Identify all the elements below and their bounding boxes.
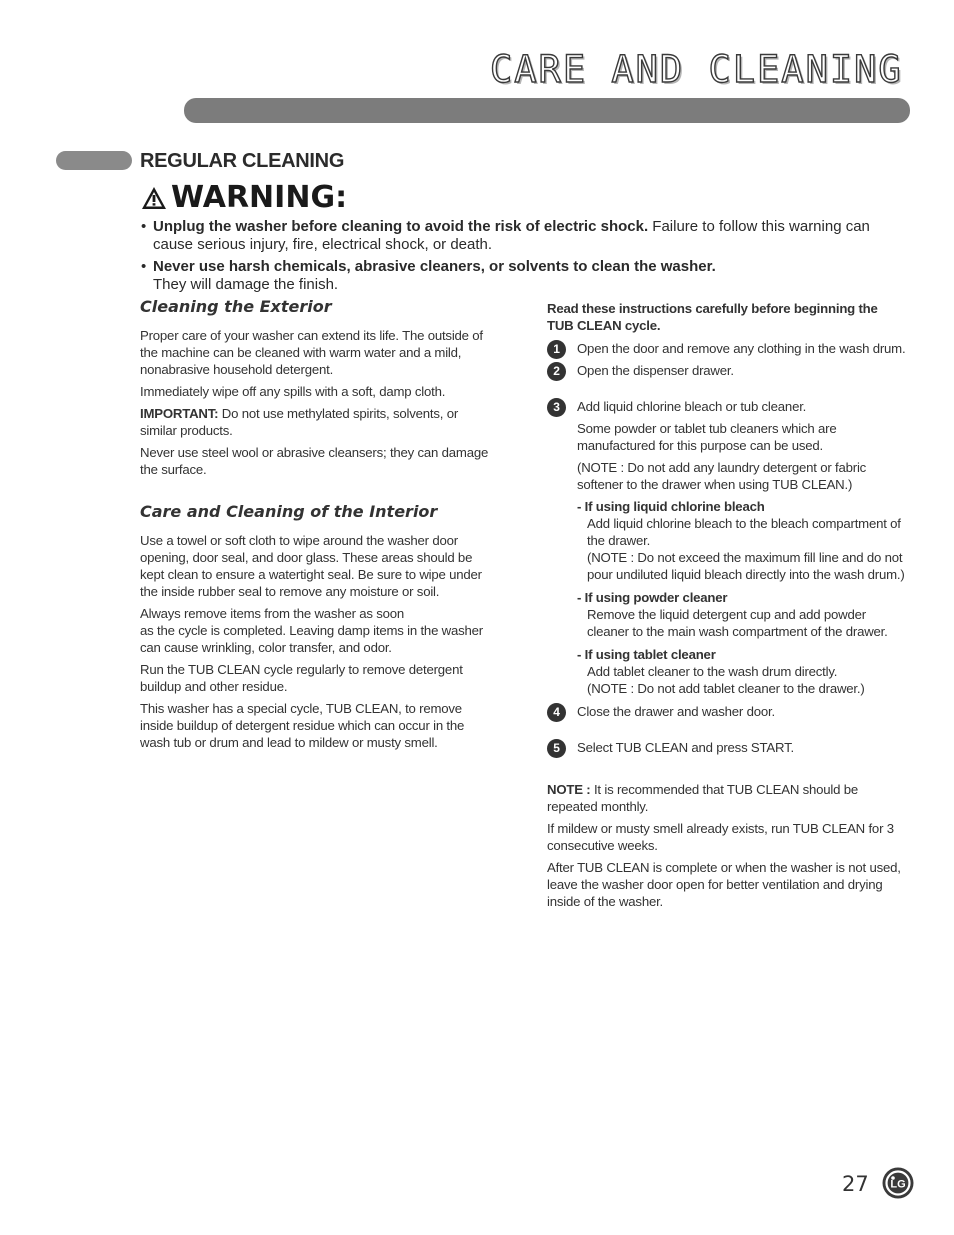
sub-title: - If using powder cleaner	[577, 590, 728, 605]
warning-bold-text: Unplug the washer before cleaning to avoid the risk of electric shock.	[153, 218, 649, 235]
liquid-bleach-block	[547, 498, 907, 583]
important-label: IMPORTANT:	[140, 406, 219, 421]
warning-text: Failure to follow this warning can cause serious injury, fire, electrical shock, or death.	[153, 218, 870, 253]
section-marker	[56, 151, 132, 170]
step-3-note: Some powder or tablet tub cleaners which are manufactured for this purpose can be used.	[577, 421, 837, 453]
lg-logo-icon	[882, 1167, 914, 1199]
note-label: NOTE :	[547, 782, 591, 797]
bullet-icon: •	[141, 258, 147, 275]
tablet-cleaner-block	[547, 646, 907, 697]
lg-logo-text: LG	[890, 1178, 906, 1191]
step-number-badge: 1	[547, 340, 566, 359]
warning-item	[141, 258, 901, 294]
step-text: Select TUB CLEAN and press START.	[577, 740, 794, 755]
sub-title: - If using liquid chlorine bleach	[577, 499, 765, 514]
note-text: It is recommended that TUB CLEAN should be repeated monthly.	[547, 782, 858, 814]
exterior-paragraph: Never use steel wool or abrasive cleansers; they can damage the surface.	[140, 445, 489, 477]
step-number-badge: 2	[547, 362, 566, 381]
mildew-paragraph: If mildew or musty smell already exists, run TUB CLEAN for 3 consecutive weeks.	[547, 821, 894, 853]
step-3-note: (NOTE : Do not add any laundry detergent or fabric softener to the drawer when using TUB CLEAN.)	[577, 460, 867, 492]
warning-item	[141, 218, 901, 254]
right-column	[547, 300, 907, 915]
bullet-icon: •	[141, 218, 147, 235]
warning-bold-text: Never use harsh chemicals, abrasive cleaners, or solvents to clean the washer.	[153, 258, 716, 275]
exterior-paragraph: Immediately wipe off any spills with a soft, damp cloth.	[140, 384, 446, 399]
warning-text: They will damage the finish.	[153, 276, 339, 293]
tub-clean-lead: Read these instructions carefully before beginning the TUB CLEAN cycle.	[547, 301, 878, 333]
powder-cleaner-block	[547, 589, 907, 640]
title-bar	[184, 98, 910, 123]
sub-title: - If using tablet cleaner	[577, 647, 716, 662]
interior-paragraph: This washer has a special cycle, TUB CLEAN, to remove inside buildup of detergent residue which can occur in the wash tub or drum and lead to mildew or musty smell.	[140, 701, 465, 750]
section-heading: REGULAR CLEANING	[140, 150, 345, 172]
after-paragraph: After TUB CLEAN is complete or when the washer is not used, leave the washer door open for better ventilation and drying inside of the washer.	[547, 860, 901, 909]
important-paragraph	[140, 405, 495, 439]
step-3	[547, 398, 907, 415]
sub-text: (NOTE : Do not exceed the maximum fill line and do not pour undiluted liquid bleach directly into the wash drum.)	[587, 550, 905, 582]
step-number-badge: 4	[547, 703, 566, 722]
step-2	[547, 362, 907, 379]
sub-text: (NOTE : Do not add tablet cleaner to the drawer.)	[587, 681, 865, 696]
step-text: Open the door and remove any clothing in the wash drum.	[577, 341, 906, 356]
note-paragraph	[547, 781, 907, 815]
warning-label: WARNING:	[171, 180, 348, 215]
warning-list	[141, 218, 901, 298]
step-5	[547, 739, 907, 756]
sub-text: Add tablet cleaner to the wash drum directly.	[587, 664, 838, 679]
step-text: Open the dispenser drawer.	[577, 363, 734, 378]
sub-text: Remove the liquid detergent cup and add powder cleaner to the main wash compartment of the drawer.	[587, 607, 888, 639]
sub-text: Add liquid chlorine bleach to the bleach compartment of the drawer.	[587, 516, 901, 548]
step-1	[547, 340, 907, 357]
interior-heading: Care and Cleaning of the Interior	[140, 502, 438, 521]
warning-title	[141, 180, 347, 215]
step-number-badge: 3	[547, 398, 566, 417]
interior-text: as the cycle is completed. Leaving damp items in the washer can cause wrinkling, color transfer, and odor.	[140, 623, 483, 655]
step-4	[547, 703, 907, 720]
step-text: Add liquid chlorine bleach or tub cleaner.	[577, 399, 807, 414]
important-text: Do not use methylated spirits, solvents, or similar products.	[140, 406, 459, 438]
left-column	[140, 298, 495, 756]
step-text: Close the drawer and washer door.	[577, 704, 775, 719]
exterior-paragraph: Proper care of your washer can extend its life. The outside of the machine can be cleaned with warm water and a mild, nonabrasive household detergent.	[140, 328, 483, 377]
interior-paragraph	[140, 605, 495, 656]
page-number: 27	[842, 1172, 869, 1196]
interior-paragraph: Use a towel or soft cloth to wipe around the washer door opening, door seal, and door glass. These areas should be kept clean to ensure a watertight seal. Be sure to wipe under the inside rubber seal to remove any moisture or soil.	[140, 533, 482, 599]
step-number-badge: 5	[547, 739, 566, 758]
page-title: CARE AND CLEANING	[490, 48, 903, 91]
interior-paragraph: Run the TUB CLEAN cycle regularly to remove detergent buildup and other residue.	[140, 662, 463, 694]
exterior-heading: Cleaning the Exterior	[140, 297, 332, 316]
interior-text: Always remove items from the washer as soon	[140, 606, 405, 621]
warning-triangle-icon	[141, 186, 167, 210]
